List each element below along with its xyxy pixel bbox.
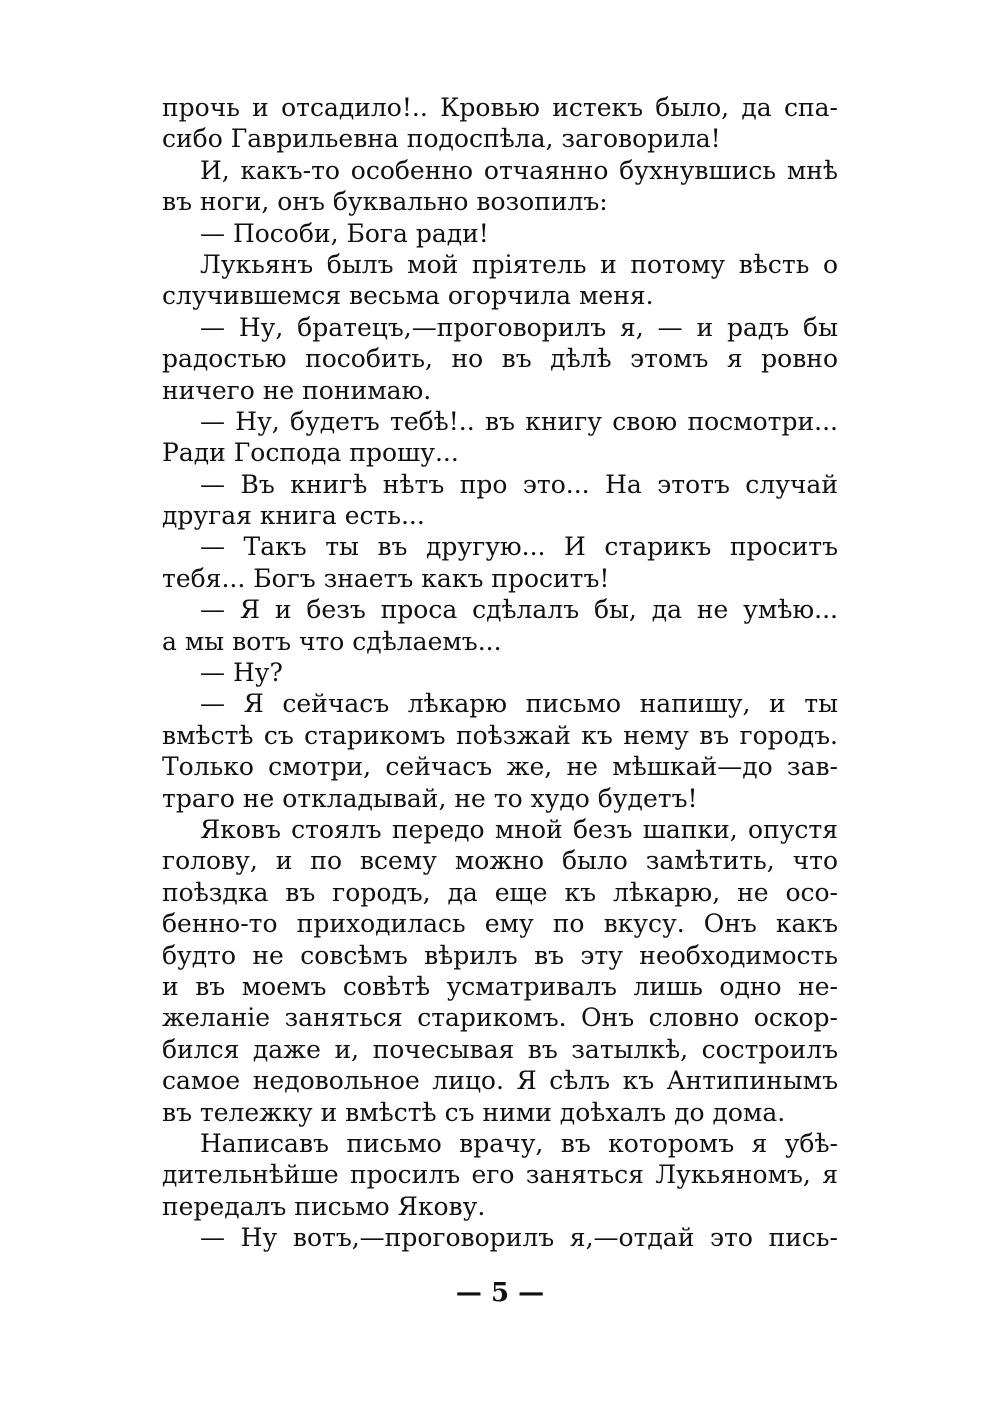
text-line: Яковъ стоялъ передо мной безъ шапки, опустя: [200, 814, 838, 844]
text-line: другая книга есть...: [162, 501, 425, 531]
text-line: въ ноги, онъ буквально возопилъ:: [162, 187, 608, 217]
text-line: бенно-то приходилась ему по вкусу. Онъ какъ: [162, 909, 838, 939]
text-line: Только смотри, сейчасъ же, не мѣшкай—до зав-: [162, 752, 838, 782]
page-number: — 5 —: [455, 1278, 545, 1308]
text-line: — Я сейчасъ лѣкарю письмо напишу, и ты: [200, 689, 838, 719]
text-line: передалъ письмо Якову.: [162, 1191, 486, 1221]
text-line: И, какъ-то особенно отчаянно бухнувшись мнѣ: [200, 155, 838, 185]
text-line: ничего не понимаю.: [162, 375, 432, 405]
text-line: — Пособи, Бога ради!: [200, 218, 489, 248]
text-line: — Въ книгѣ нѣтъ про это... На этотъ случай: [200, 469, 838, 499]
text-line: поѣздка въ городъ, да еще къ лѣкарю, не осо-: [162, 877, 838, 907]
text-line: будто не совсѣмъ вѣрилъ въ эту необходимость: [162, 940, 838, 970]
text-line: — Ну?: [200, 658, 283, 688]
text-line: и въ моемъ совѣтѣ усматривалъ лишь одно не-: [162, 971, 838, 1001]
text-line: бился даже и, почесывая въ затылкѣ, состроилъ: [162, 1034, 838, 1064]
text-line: Ради Господа прошу...: [162, 438, 459, 468]
text-line: — Такъ ты въ другую... И старикъ проситъ: [200, 532, 838, 562]
body-text: [162, 92, 838, 1253]
text-line: — Ну, братецъ,—проговорилъ я, — и радъ бы: [200, 312, 838, 342]
text-line: Лукьянъ былъ мой прiятель и потому вѣсть о: [200, 249, 838, 279]
text-line: дительнѣйше просилъ его заняться Лукьяномъ, я: [162, 1160, 838, 1190]
text-line: сибо Гаврильевна подоспѣла, заговорила!: [162, 124, 721, 154]
text-line: самое недовольное лицо. Я сѣлъ къ Антипинымъ: [162, 1066, 838, 1096]
text-line: радостью пособить, но въ дѣлѣ этомъ я ровно: [162, 344, 838, 374]
text-line: голову, и по всему можно было замѣтить, что: [162, 846, 838, 876]
text-line: — Ну, будетъ тебѣ!.. въ книгу свою посмотри...: [200, 406, 838, 436]
text-line: желанiе заняться старикомъ. Онъ словно оскор-: [162, 1003, 838, 1033]
text-line: прочь и отсадило!.. Кровью истекъ было, да спа-: [162, 93, 838, 122]
text-line: тебя... Богъ знаетъ какъ проситъ!: [162, 563, 610, 593]
text-line: — Ну вотъ,—проговорилъ я,—отдай это пись-: [200, 1223, 838, 1253]
text-line: случившемся весьма огорчила меня.: [162, 281, 654, 311]
text-line: — Я и безъ проса сдѣлалъ бы, да не умѣю...: [200, 595, 838, 625]
text-line: вмѣстѣ съ старикомъ поѣзжай къ нему въ городъ.: [162, 720, 838, 750]
text-line: трaго не откладывай, не то худо будетъ!: [162, 783, 698, 813]
text-line: а мы вотъ что сдѣлаемъ...: [162, 626, 502, 656]
text-line: Написавъ письмо врачу, въ которомъ я убѣ-: [200, 1128, 838, 1158]
text-line: въ тележку и вмѣстѣ съ ними доѣхалъ до дома.: [162, 1097, 786, 1127]
